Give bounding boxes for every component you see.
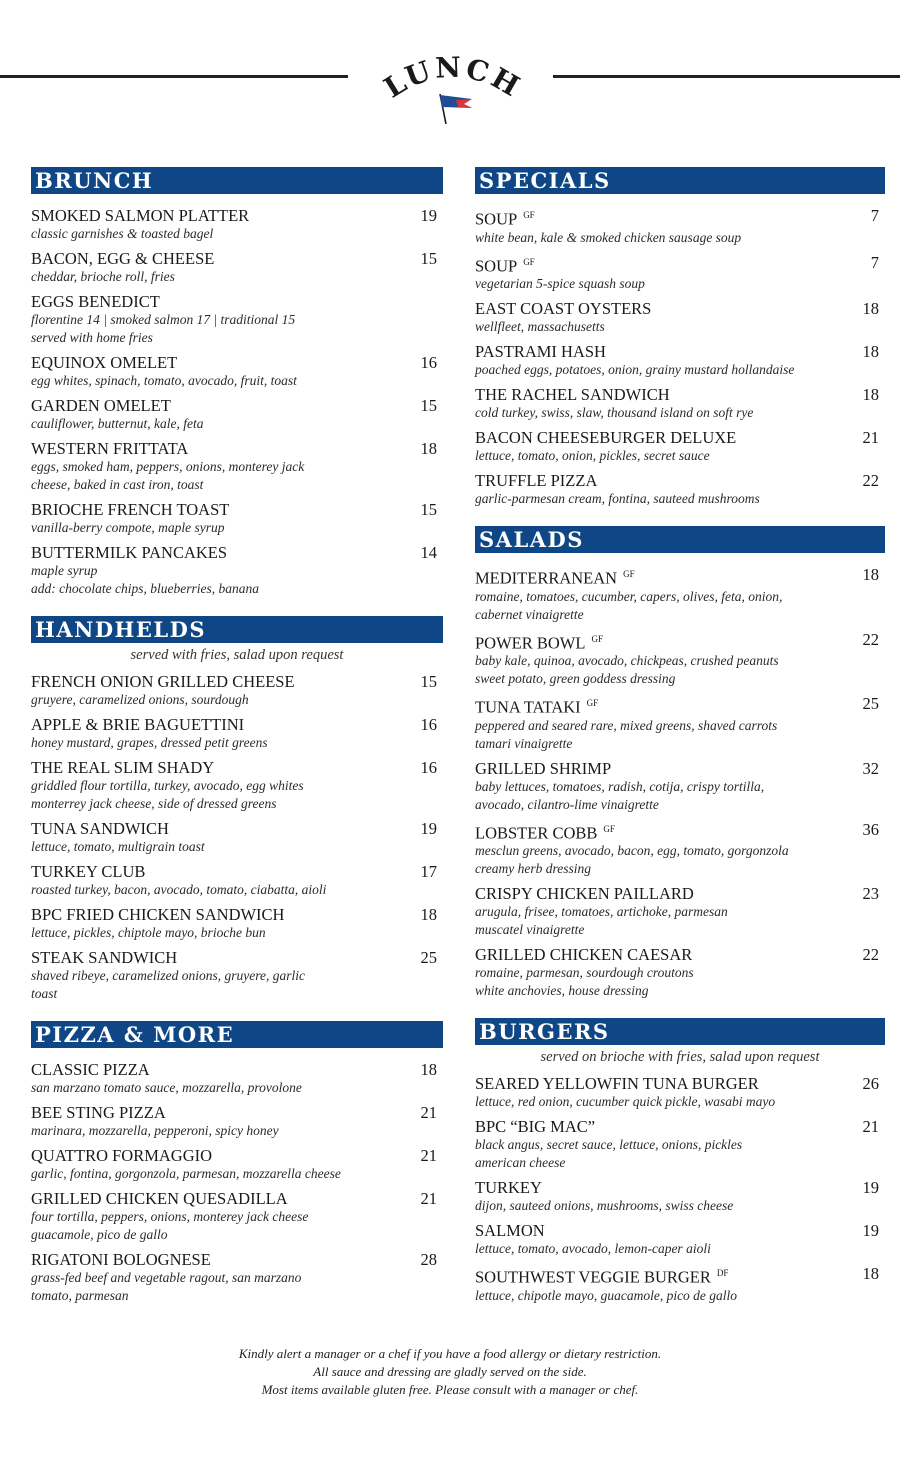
item-price: 22 [862,945,879,964]
item-price: 19 [862,1178,879,1197]
item-price: 16 [420,353,437,372]
item-name: LOBSTER COBB [475,823,598,842]
item-description: lettuce, chipotle mayo, guacamole, pico de gallo [475,1287,738,1303]
item-name: EGGS BENEDICT [31,292,160,311]
item-description: egg whites, spinach, tomato, avocado, fruit, toast [31,373,297,388]
item-description: marinara, mozzarella, pepperoni, spicy honey [31,1123,279,1138]
item-name: TUNA TATAKI [475,697,581,717]
section-title: HANDHELDS [31,616,443,643]
menu-item [475,299,885,336]
menu-item [31,439,443,494]
item-price: 16 [420,758,437,777]
item-price: 7 [870,252,879,272]
item-price: 21 [420,1146,437,1165]
menu-item [31,206,443,243]
menu-item [31,249,443,286]
item-name: MEDITERRANEAN [475,568,618,588]
footer-line: Most items available gluten free. Please consult with a manager or chef. [261,1382,639,1397]
item-description: roasted turkey, bacon, avocado, tomato, ciabatta, aioli [31,882,327,897]
menu-item [31,543,443,598]
section-brunch [31,167,443,598]
item-description: honey mustard, grapes, dressed petit greens [31,735,268,750]
menu-item [475,385,885,422]
section-title: PIZZA & MORE [31,1021,443,1048]
menu-item [31,1103,443,1140]
item-description: maple syrup [31,563,98,578]
item-name: SOUP [475,256,518,275]
item-price: 15 [420,672,437,691]
item-description: garlic, fontina, gorgonzola, parmesan, mozzarella cheese [31,1166,341,1181]
menu-item [31,353,443,390]
item-price: 7 [870,206,879,225]
menu-item [475,1264,885,1305]
item-name: BACON, EGG & CHEESE [31,249,215,268]
item-price: 18 [862,299,879,318]
menu-item [31,1189,443,1244]
item-description: gruyere, caramelized onions, sourdough [31,692,249,707]
item-description: romaine, tomatoes, cucumber, capers, olives, feta, onion, [475,588,783,604]
item-price: 14 [420,543,437,562]
menu-item [31,292,443,347]
menu-item [31,1060,443,1097]
item-name: TUNA SANDWICH [31,819,169,838]
menu-item [31,758,443,813]
item-name: CRISPY CHICKEN PAILLARD [475,884,694,903]
dietary-tag: GF [586,698,599,708]
item-description: vanilla-berry compote, maple syrup [31,520,225,535]
item-description: san marzano tomato sauce, mozzarella, provolone [31,1080,302,1095]
menu-item [31,500,443,537]
menu-item [31,715,443,752]
item-description: tamari vinaigrette [475,735,573,751]
item-name: GRILLED CHICKEN QUESADILLA [31,1189,288,1208]
menu-item [475,694,885,753]
item-price: 18 [862,385,879,404]
item-name: SMOKED SALMON PLATTER [31,206,250,225]
item-description: tomato, parmesan [31,1288,129,1303]
item-price: 26 [862,1074,879,1093]
item-description: cheddar, brioche roll, fries [31,269,175,284]
item-description: wellfleet, massachusetts [475,319,605,334]
item-price: 28 [420,1250,437,1269]
item-price: 15 [420,249,437,268]
footer-line: Kindly alert a manager or a chef if you have a food allergy or dietary restriction. [238,1346,662,1361]
item-description: lettuce, tomato, avocado, lemon-caper aioli [475,1241,711,1256]
allergy-footer [0,1345,900,1399]
item-description: black angus, secret sauce, lettuce, onions, pickles [475,1137,743,1152]
menu-item [31,672,443,709]
menu-item [475,565,885,624]
menu-item [475,428,885,465]
section-salads [475,526,885,1000]
section-title: BURGERS [475,1018,885,1045]
item-description: white bean, kale & smoked chicken sausage soup [475,229,742,245]
item-name: GRILLED SHRIMP [475,758,612,778]
lunch-logo [378,50,528,130]
dietary-tag: GF [523,210,535,220]
item-name: BUTTERMILK PANCAKES [31,543,228,562]
item-description: eggs, smoked ham, peppers, onions, monterey jack [31,459,305,474]
item-description: romaine, parmesan, sourdough croutons [475,965,694,980]
dietary-tag: GF [591,633,603,644]
item-price: 18 [420,439,437,458]
item-description: monterrey jack cheese, side of dressed greens [31,796,277,811]
item-description: cauliflower, butternut, kale, feta [31,416,204,431]
item-price: 21 [420,1189,437,1208]
menu-item [31,1250,443,1305]
item-name: SOUTHWEST VEGGIE BURGER [475,1267,711,1287]
item-name: EQUINOX OMELET [31,353,178,372]
item-price: 36 [862,819,879,839]
item-price: 32 [862,758,879,778]
item-name: SEARED YELLOWFIN TUNA BURGER [475,1074,759,1093]
item-price: 18 [420,1060,437,1079]
item-price: 22 [862,629,879,649]
item-description: poached eggs, potatoes, onion, grainy mustard hollandaise [475,362,795,377]
item-name: PASTRAMI HASH [475,342,606,361]
item-description: griddled flour tortilla, turkey, avocado, egg whites [31,778,304,793]
item-price: 22 [862,471,879,490]
item-name: QUATTRO FORMAGGIO [31,1146,213,1165]
svg-text:LUNCH [378,51,527,105]
item-name: TURKEY CLUB [31,862,146,881]
item-price: 19 [862,1221,879,1240]
item-description: dijon, sauteed onions, mushrooms, swiss cheese [475,1198,734,1213]
item-description: toast [31,986,58,1001]
item-description: lettuce, pickles, chiptole mayo, brioche bun [31,925,266,940]
item-price: 25 [862,694,879,713]
menu-item [475,884,885,939]
menu-item [31,396,443,433]
left-column [31,167,443,1323]
item-description: muscatel vinaigrette [475,922,585,937]
item-description: add: chocolate chips, blueberries, banana [31,581,259,596]
item-description: lettuce, tomato, multigrain toast [31,839,205,854]
item-description: classic garnishes & toasted bagel [31,226,214,241]
item-name: EAST COAST OYSTERS [475,299,652,318]
item-name: GRILLED CHICKEN CAESAR [475,945,693,964]
menu-item [475,1117,885,1172]
item-price: 15 [420,500,437,519]
item-description: peppered and seared rare, mixed greens, shaved carrots [475,717,778,733]
menu-item [475,1178,885,1215]
item-name: BEE STING PIZZA [31,1103,166,1122]
section-title: SALADS [475,526,885,553]
item-description: cold turkey, swiss, slaw, thousand island on soft rye [475,405,754,420]
item-description: served with home fries [31,330,153,345]
item-name: BPC “BIG MAC” [475,1117,596,1136]
item-price: 21 [420,1103,437,1122]
item-description: arugula, frisee, tomatoes, artichoke, parmesan [475,904,728,919]
item-price: 19 [420,206,437,225]
item-price: 15 [420,396,437,415]
item-description: grass-fed beef and vegetable ragout, san marzano [31,1270,302,1285]
item-price: 16 [420,715,437,734]
item-name: SALMON [475,1221,545,1240]
header-rule-left [0,75,348,78]
item-description: creamy herb dressing [475,861,591,876]
footer-line: All sauce and dressing are gladly served on the side. [313,1364,587,1379]
logo-text: LUNCH [378,50,528,105]
item-price: 17 [420,862,437,881]
item-name: RIGATONI BOLOGNESE [31,1250,211,1269]
menu-item [475,206,885,247]
item-description: mesclun greens, avocado, bacon, egg, tomato, gorgonzola [475,843,789,858]
item-price: 18 [862,565,879,584]
item-description: florentine 14 | smoked salmon 17 | traditional 15 [31,312,296,327]
item-description: american cheese [475,1155,566,1170]
dietary-tag: GF [623,569,635,579]
menu-item [475,1074,885,1111]
item-description: cheese, baked in cast iron, toast [31,477,204,492]
item-description: four tortilla, peppers, onions, monterey jack cheese [31,1209,309,1224]
item-description: shaved ribeye, caramelized onions, gruyere, garlic [31,968,305,983]
menu-item [475,820,885,879]
item-price: 18 [862,342,879,361]
section-note: served on brioche with fries, salad upon request [540,1049,820,1065]
item-description: baby lettuces, tomatoes, radish, cotija, crispy tortilla, [475,778,765,794]
item-description: avocado, cilantro-lime vinaigrette [475,796,659,812]
item-name: FRENCH ONION GRILLED CHEESE [31,672,295,691]
menu-item [475,630,885,689]
section-title: BRUNCH [31,167,443,194]
section-handhelds [31,616,443,1003]
dietary-tag: DF [716,1268,729,1278]
item-price: 23 [862,884,879,903]
item-name: THE RACHEL SANDWICH [475,385,670,404]
menu-item [31,819,443,856]
item-name: BACON CHEESEBURGER DELUXE [475,428,737,447]
item-description: guacamole, pico de gallo [31,1227,168,1242]
header-rule-right [553,75,900,78]
flag-icon [440,94,472,124]
item-name: APPLE & BRIE BAGUETTINI [31,715,245,734]
item-name: TURKEY [475,1178,542,1197]
section-note: served with fries, salad upon request [130,647,344,663]
item-name: CLASSIC PIZZA [31,1060,150,1079]
item-name: WESTERN FRITTATA [31,439,189,458]
menu-item [475,471,885,508]
right-column [475,167,885,1323]
menu-item [475,945,885,1000]
item-description: cabernet vinaigrette [475,606,584,622]
item-price: 21 [862,1117,879,1136]
item-price: 25 [420,948,437,967]
item-name: SOUP [475,209,518,229]
item-name: TRUFFLE PIZZA [475,471,598,490]
dietary-tag: GF [523,256,535,267]
item-description: baby kale, quinoa, avocado, chickpeas, crushed peanuts [475,653,779,668]
menu-item [475,759,885,814]
item-description: white anchovies, house dressing [475,983,649,998]
section-title: SPECIALS [475,167,885,194]
menu-item [31,905,443,942]
menu-item [31,948,443,1003]
item-description: lettuce, tomato, onion, pickles, secret sauce [475,448,710,463]
item-name: STEAK SANDWICH [31,948,178,967]
menu-item [475,253,885,294]
item-description: lettuce, red onion, cucumber quick pickle, wasabi mayo [475,1094,776,1109]
menu-item [475,342,885,379]
item-price: 21 [862,428,879,447]
item-price: 18 [862,1264,879,1283]
item-price: 19 [420,819,437,838]
section-specials [475,167,885,508]
item-name: BPC FRIED CHICKEN SANDWICH [31,905,285,924]
item-description: sweet potato, green goddess dressing [475,671,676,686]
item-name: BRIOCHE FRENCH TOAST [31,500,230,519]
menu-item [31,862,443,899]
section-pizza-more [31,1021,443,1305]
item-description: garlic-parmesan cream, fontina, sauteed mushrooms [475,491,760,506]
item-name: POWER BOWL [475,633,586,652]
menu-item [475,1221,885,1258]
dietary-tag: GF [603,823,615,834]
item-name: GARDEN OMELET [31,396,171,415]
section-burgers [475,1018,885,1305]
item-description: vegetarian 5-spice squash soup [475,276,645,291]
item-name: THE REAL SLIM SHADY [31,758,215,777]
item-price: 18 [420,905,437,924]
menu-item [31,1146,443,1183]
